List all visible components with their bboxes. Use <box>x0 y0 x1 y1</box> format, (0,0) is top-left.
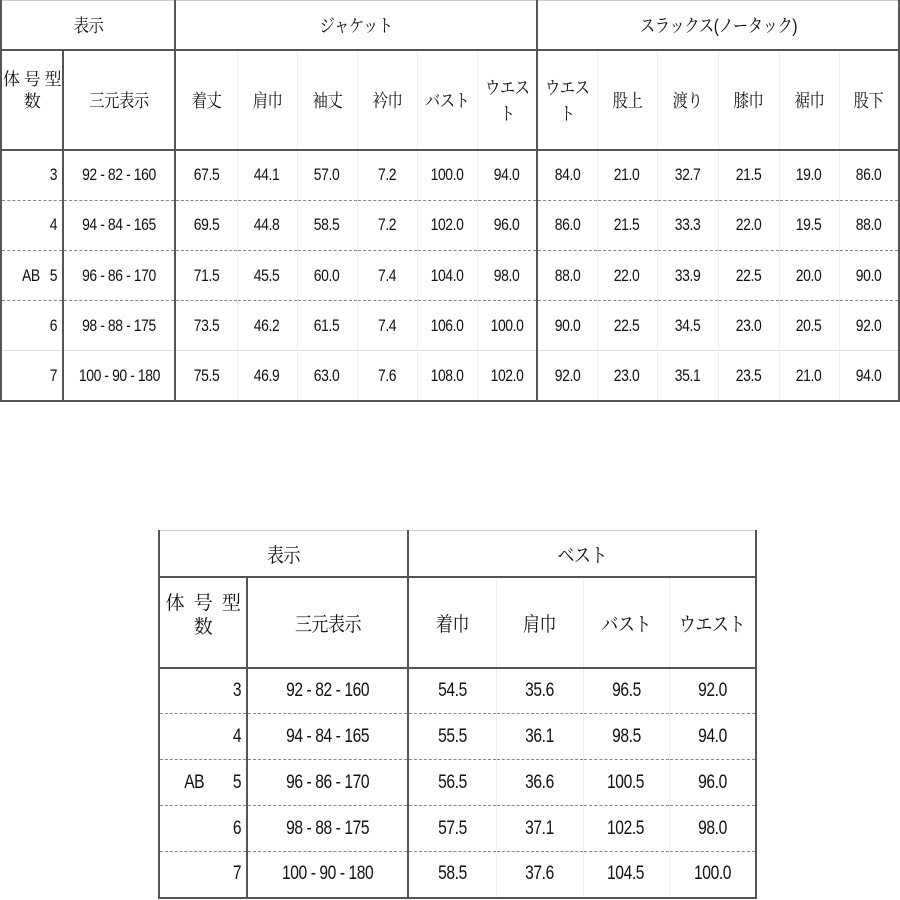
table-row <box>1 200 899 250</box>
cell-value: 7.4 <box>377 265 397 285</box>
slacks-col-waist: ウエスト <box>537 50 597 150</box>
cell-value: 22.5 <box>614 315 640 335</box>
cell-value: 7.2 <box>377 215 397 235</box>
cell-value: 21.5 <box>735 165 762 185</box>
table-row <box>1 301 899 351</box>
table-row <box>159 714 756 760</box>
jacket-col-waist: ウエスト <box>477 50 537 150</box>
size-number: 7 <box>49 365 58 385</box>
cell-value: 21.0 <box>796 365 822 385</box>
jacket-group-header: ジャケット <box>175 1 537 50</box>
slacks-col-knee: 膝巾 <box>718 50 779 150</box>
three-dim-value: 96 - 86 - 170 <box>285 771 370 793</box>
cell-value: 102.0 <box>490 365 524 385</box>
cell-value: 35.6 <box>525 679 554 701</box>
display-group-header: 表示 <box>159 531 408 577</box>
cell-value: 104.5 <box>607 863 645 885</box>
cell-value: 67.5 <box>193 165 219 185</box>
cell-value: 19.0 <box>796 165 822 185</box>
cell-value: 100.0 <box>490 315 524 335</box>
cell-value: 22.0 <box>614 265 640 285</box>
cell-value: 36.6 <box>525 771 554 793</box>
cell-value: 92.0 <box>856 315 882 335</box>
cell-value: 33.3 <box>674 215 701 235</box>
cell-value: 37.6 <box>525 863 554 885</box>
cell-value: 57.0 <box>314 165 340 185</box>
jacket-col-collar: 衿巾 <box>357 50 417 150</box>
cell-value: 94.0 <box>856 365 882 385</box>
body-type-label: AB <box>21 265 40 285</box>
cell-value: 108.0 <box>430 365 464 385</box>
jacket-col-shoulder: 肩巾 <box>237 50 297 150</box>
cell-value: 100.0 <box>693 863 731 885</box>
cell-value: 90.0 <box>856 265 882 285</box>
table-row <box>1 150 899 200</box>
cell-value: 86.0 <box>856 165 882 185</box>
cell-value: 94.0 <box>697 725 727 747</box>
cell-value: 45.5 <box>254 265 280 285</box>
cell-value: 106.0 <box>430 315 464 335</box>
cell-value: 58.5 <box>314 215 340 235</box>
cell-value: 58.5 <box>437 863 467 885</box>
cell-value: 23.0 <box>735 315 762 335</box>
vest-col-shoulder: 肩巾 <box>496 577 583 668</box>
three-dim-value: 98 - 88 - 175 <box>82 315 156 335</box>
cell-value: 7.2 <box>377 165 397 185</box>
cell-value: 36.1 <box>525 725 554 747</box>
cell-value: 20.0 <box>796 265 822 285</box>
table-row <box>1 250 899 300</box>
size-number: 3 <box>232 679 242 701</box>
display-group-header: 表示 <box>1 1 175 50</box>
cell-value: 35.1 <box>674 365 701 385</box>
three-dim-value: 98 - 88 - 175 <box>285 817 370 839</box>
vest-size-table <box>158 530 757 899</box>
cell-value: 102.0 <box>430 215 464 235</box>
cell-value: 23.0 <box>614 365 640 385</box>
cell-value: 75.5 <box>193 365 219 385</box>
cell-value: 32.7 <box>674 165 701 185</box>
cell-value: 21.5 <box>614 215 640 235</box>
cell-value: 98.5 <box>611 725 641 747</box>
slacks-col-hem: 裾巾 <box>779 50 839 150</box>
size-number: 6 <box>49 315 58 335</box>
size-number: 7 <box>232 863 242 885</box>
cell-value: 7.4 <box>377 315 397 335</box>
cell-value: 61.5 <box>314 315 340 335</box>
three-dim-value: 92 - 82 - 160 <box>285 679 370 701</box>
size-number: 5 <box>49 265 58 285</box>
vest-col-waist: ウエスト <box>669 577 756 668</box>
cell-value: 19.5 <box>796 215 822 235</box>
three-dim-value: 100 - 90 - 180 <box>281 863 374 885</box>
cell-value: 102.5 <box>607 817 645 839</box>
cell-value: 84.0 <box>554 165 581 185</box>
cell-value: 20.5 <box>796 315 822 335</box>
vest-col-width: 着巾 <box>408 577 496 668</box>
size-number: 4 <box>49 215 58 235</box>
slacks-col-inseam: 股下 <box>839 50 899 150</box>
cell-value: 96.0 <box>697 771 727 793</box>
cell-value: 98.0 <box>494 265 520 285</box>
vest-col-bust: バスト <box>583 577 669 668</box>
body-type-size-header: 体 号 型 数 <box>1 50 63 150</box>
cell-value: 88.0 <box>554 265 581 285</box>
body-type-label: AB <box>184 771 205 793</box>
size-number: 4 <box>232 725 242 747</box>
cell-value: 34.5 <box>674 315 701 335</box>
slacks-group-header: スラックス(ノータック) <box>537 1 899 50</box>
cell-value: 71.5 <box>193 265 219 285</box>
table-row <box>159 668 756 714</box>
jacket-col-bust: バスト <box>417 50 477 150</box>
cell-value: 37.1 <box>525 817 554 839</box>
cell-value: 92.0 <box>697 679 727 701</box>
table-row <box>159 760 756 806</box>
cell-value: 55.5 <box>437 725 467 747</box>
three-dim-value: 100 - 90 - 180 <box>78 365 160 385</box>
cell-value: 54.5 <box>437 679 467 701</box>
cell-value: 92.0 <box>554 365 581 385</box>
cell-value: 73.5 <box>193 315 219 335</box>
table-row <box>1 351 899 401</box>
cell-value: 46.9 <box>254 365 280 385</box>
three-dim-header: 三元表示 <box>63 50 175 150</box>
cell-value: 94.0 <box>494 165 520 185</box>
slacks-col-rise: 股上 <box>597 50 657 150</box>
cell-value: 63.0 <box>314 365 340 385</box>
cell-value: 98.0 <box>697 817 727 839</box>
three-dim-header: 三元表示 <box>247 577 408 668</box>
three-dim-value: 94 - 84 - 165 <box>285 725 370 747</box>
size-number: 6 <box>232 817 242 839</box>
cell-value: 100.5 <box>607 771 645 793</box>
table-row <box>159 806 756 852</box>
jacket-col-length: 着丈 <box>175 50 237 150</box>
cell-value: 46.2 <box>254 315 280 335</box>
cell-value: 23.5 <box>735 365 762 385</box>
cell-value: 100.0 <box>430 165 464 185</box>
cell-value: 57.5 <box>437 817 467 839</box>
cell-value: 96.5 <box>611 679 641 701</box>
cell-value: 44.8 <box>254 215 280 235</box>
jacket-slacks-size-table <box>0 0 900 402</box>
cell-value: 56.5 <box>437 771 467 793</box>
cell-value: 60.0 <box>314 265 340 285</box>
cell-value: 69.5 <box>193 215 219 235</box>
cell-value: 44.1 <box>254 165 280 185</box>
table-row <box>159 852 756 898</box>
cell-value: 88.0 <box>856 215 882 235</box>
cell-value: 7.6 <box>377 365 397 385</box>
slacks-col-thigh: 渡り <box>657 50 718 150</box>
three-dim-value: 92 - 82 - 160 <box>82 165 156 185</box>
cell-value: 21.0 <box>614 165 640 185</box>
body-type-size-header: 体 号 型 数 <box>159 577 247 668</box>
cell-value: 104.0 <box>430 265 464 285</box>
cell-value: 33.9 <box>674 265 701 285</box>
cell-value: 22.5 <box>735 265 762 285</box>
vest-group-header: ベスト <box>408 531 756 577</box>
cell-value: 96.0 <box>494 215 520 235</box>
size-number: 5 <box>232 771 242 793</box>
size-number: 3 <box>49 165 58 185</box>
cell-value: 86.0 <box>554 215 581 235</box>
jacket-col-sleeve: 袖丈 <box>297 50 357 150</box>
cell-value: 22.0 <box>735 215 762 235</box>
cell-value: 90.0 <box>554 315 581 335</box>
three-dim-value: 96 - 86 - 170 <box>82 265 156 285</box>
three-dim-value: 94 - 84 - 165 <box>82 215 156 235</box>
